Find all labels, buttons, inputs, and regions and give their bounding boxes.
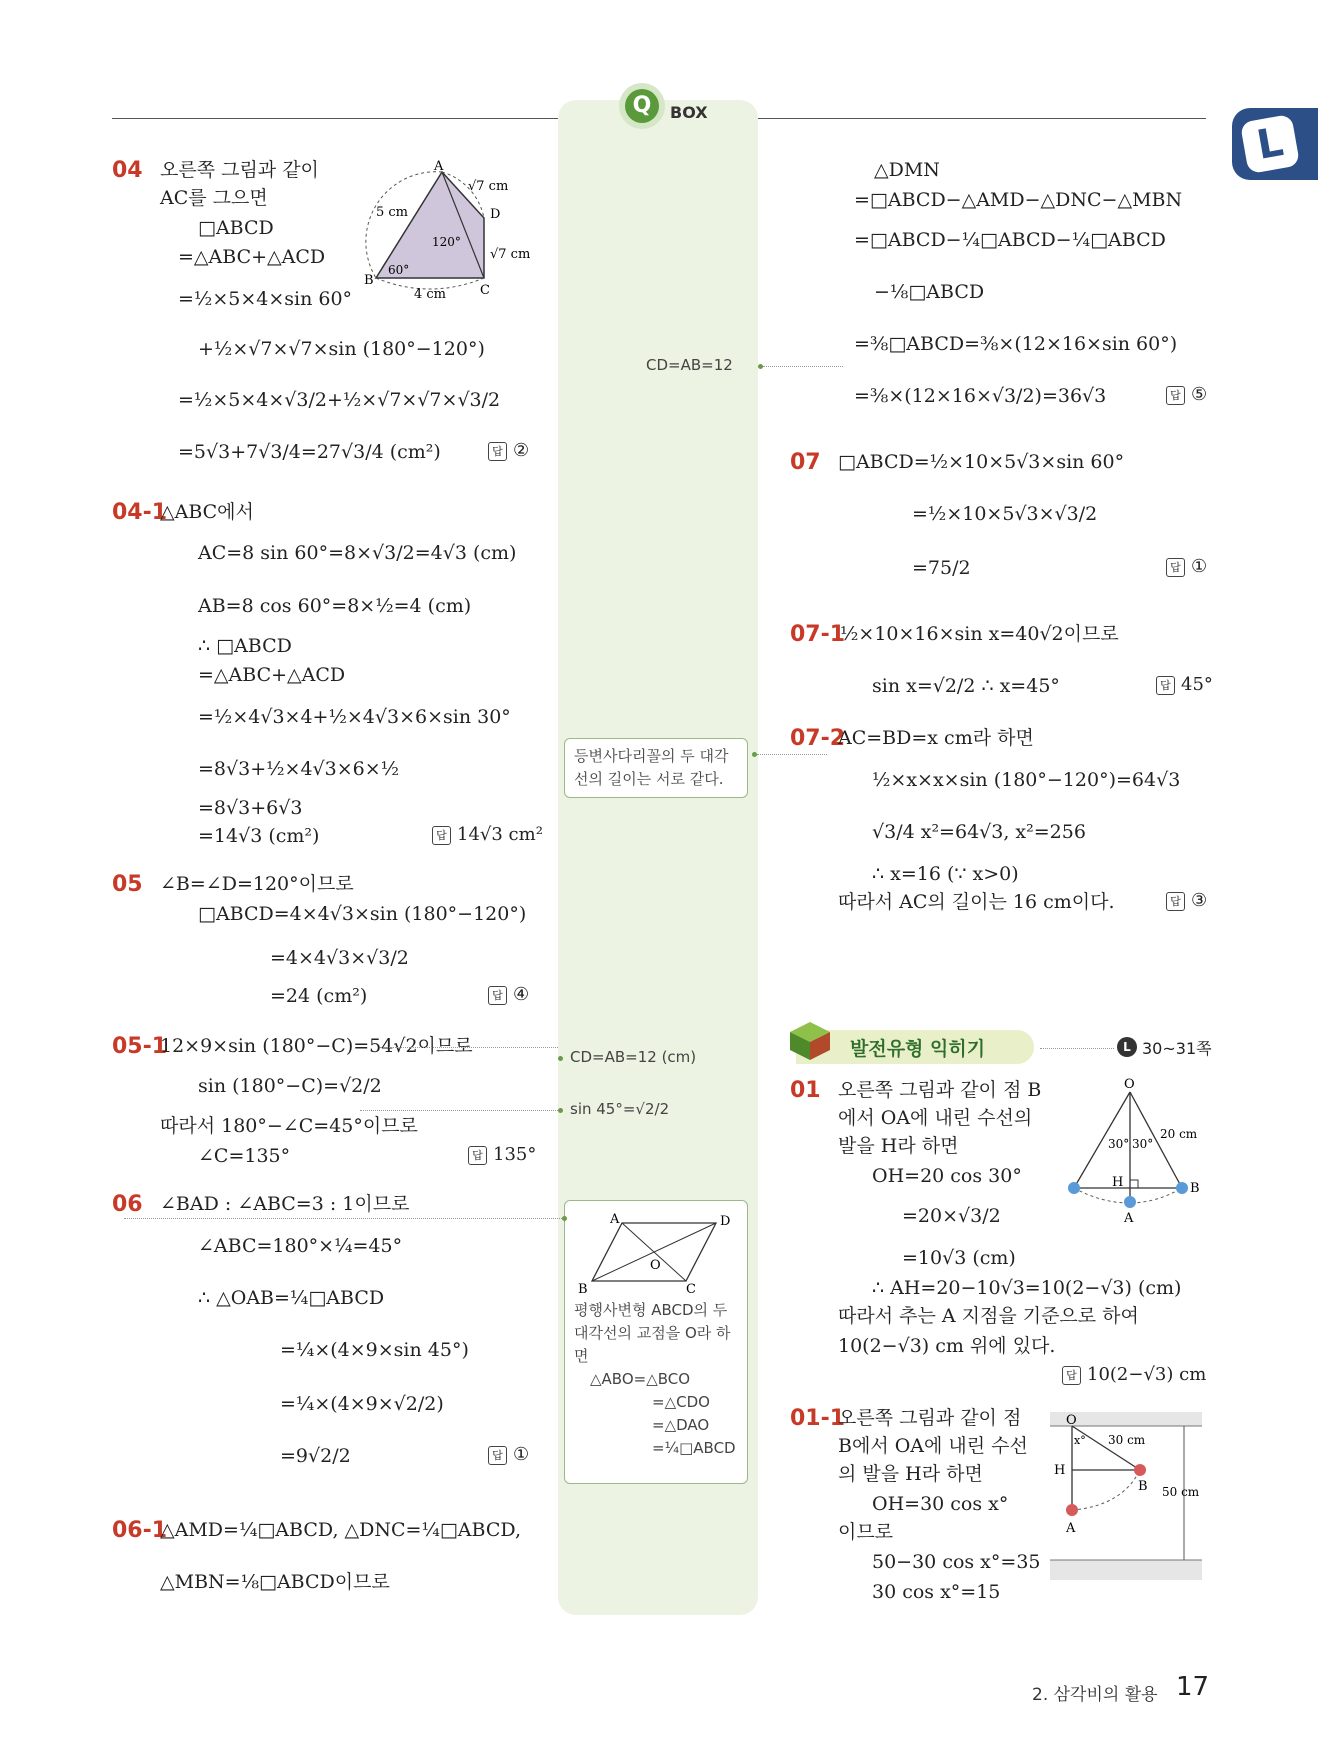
p072-answer: 답 ③ — [1166, 890, 1207, 911]
p01-line: 따라서 추는 A 지점을 기준으로 하여 — [838, 1305, 1139, 1327]
note5-line: =△DAO — [652, 1416, 710, 1434]
p04-answer: 답 ② — [488, 440, 529, 461]
p011-line: B에서 OA에 내린 수선 — [838, 1435, 1028, 1457]
answer-icon: 답 — [1166, 892, 1185, 911]
chapter-tab-icon: L — [1240, 114, 1300, 174]
fig-label: 120° — [432, 235, 461, 249]
fig-label: 50 cm — [1162, 1485, 1200, 1499]
fig-label: A — [1124, 1211, 1134, 1226]
p041-line: AB=8 cos 60°=8×½=4 (cm) — [198, 595, 472, 617]
fig-label: 5 cm — [376, 205, 409, 220]
p04-line: □ABCD — [198, 217, 274, 239]
p061-line: △AMD=¼□ABCD, △DNC=¼□ABCD, — [160, 1519, 521, 1541]
p06-line: =¼×(4×9×√2/2) — [280, 1393, 444, 1415]
p041-line: =8√3+½×4√3×6×½ — [198, 758, 400, 780]
fig-label: B — [1190, 1181, 1200, 1196]
note-dot — [562, 1216, 567, 1221]
problem-number-06-1: 06-1 — [112, 1518, 168, 1543]
cont-answer: 답 ⑤ — [1166, 384, 1207, 405]
fig-label: 60° — [388, 263, 410, 277]
problem-number-07: 07 — [790, 450, 821, 475]
p041-line: =14√3 (cm²) — [198, 825, 320, 847]
p041-line: AC=8 sin 60°=8×√3/2=4√3 (cm) — [198, 542, 517, 564]
answer-icon: 답 — [1062, 1366, 1081, 1385]
problem-number-07-1: 07-1 — [790, 622, 846, 647]
p01-line: =10√3 (cm) — [902, 1247, 1016, 1269]
section-cube-icon — [786, 1018, 832, 1062]
fig-label: √7 cm — [468, 179, 509, 194]
p05-line: =4×4√3×√3/2 — [270, 947, 409, 969]
cont-line: =□ABCD−¼□ABCD−¼□ABCD — [854, 229, 1166, 251]
p071-line: sin x=√2/2 ∴ x=45° — [872, 675, 1060, 697]
fig-label: D — [720, 1214, 731, 1229]
p061-line: △MBN=⅛□ABCD이므로 — [160, 1571, 390, 1593]
answer-icon: 답 — [1166, 386, 1185, 405]
answer-icon: 답 — [488, 1446, 507, 1465]
fig-label: 30° — [1132, 1137, 1154, 1151]
p011-pendulum-figure — [1048, 1410, 1204, 1582]
qbox-note-1: CD=AB=12 — [646, 356, 733, 374]
fig-label: 20 cm — [1160, 1127, 1198, 1141]
p011-line: 50−30 cos x°=35 — [872, 1551, 1041, 1573]
p072-line: √3/4 x²=64√3, x²=256 — [872, 821, 1086, 843]
problem-number-07-2: 07-2 — [790, 726, 846, 751]
problem-number-01-1: 01-1 — [790, 1406, 846, 1431]
fig-label: A — [434, 160, 444, 174]
p06-line: ∠ABC=180°×¼=45° — [198, 1235, 403, 1257]
p07-answer: 답 ① — [1166, 556, 1207, 577]
cont-line: △DMN — [874, 159, 940, 181]
p041-line: ∴ □ABCD — [198, 635, 292, 657]
p01-pendulum-figure — [1060, 1076, 1208, 1226]
p072-line: ½×x×x×sin (180°−120°)=64√3 — [872, 769, 1181, 791]
cont-line: =⅜□ABCD=⅜×(12×16×sin 60°) — [854, 333, 1178, 355]
p06-line: =¼×(4×9×sin 45°) — [280, 1339, 469, 1361]
problem-number-06: 06 — [112, 1192, 143, 1217]
fig-label: O — [1124, 1077, 1135, 1092]
fig-label: H — [1054, 1463, 1066, 1478]
note-dot — [558, 1108, 563, 1113]
qbox-note-5 — [564, 1200, 748, 1484]
p011-line: OH=30 cos x° — [872, 1493, 1009, 1515]
p01-line: 에서 OA에 내린 수선의 — [838, 1107, 1033, 1129]
p051-line: ∠C=135° — [198, 1145, 291, 1167]
problem-number-05: 05 — [112, 872, 143, 897]
fig-label: C — [480, 283, 490, 298]
p05-line: □ABCD=4×4√3×sin (180°−120°) — [198, 903, 527, 925]
fig-label: A — [610, 1212, 620, 1227]
footer-chapter: 2. 삼각비의 활용 — [1032, 1685, 1158, 1705]
p011-line: 오른쪽 그림과 같이 점 — [838, 1407, 1022, 1429]
note5-line: =¼□ABCD — [652, 1439, 736, 1457]
fig-label: 30° — [1108, 1137, 1130, 1151]
fig-label: O — [1066, 1413, 1077, 1428]
note5-text: 평행사변형 ABCD의 두 대각선의 교점을 O라 하면 — [574, 1301, 731, 1365]
p04-line: =△ABC+△ACD — [178, 246, 326, 268]
p01-line: ∴ AH=20−10√3=10(2−√3) (cm) — [872, 1277, 1182, 1299]
fig-label: B — [1138, 1479, 1148, 1494]
p04-line: 오른쪽 그림과 같이 — [160, 159, 319, 181]
note5-line: △ABO=△BCO — [590, 1370, 691, 1388]
p04-line: =½×5×4×sin 60° — [178, 288, 353, 310]
fig-label: 4 cm — [414, 287, 447, 300]
note-leader — [380, 1047, 558, 1048]
fig-label: 30 cm — [1108, 1433, 1146, 1447]
section-leader — [1040, 1048, 1114, 1049]
p05-line: ∠B=∠D=120°이므로 — [160, 873, 354, 895]
fig-label: B — [578, 1282, 588, 1297]
cont-line: =□ABCD−△AMD−△DNC−△MBN — [854, 189, 1183, 211]
note-leader — [757, 754, 827, 755]
problem-number-01: 01 — [790, 1078, 821, 1103]
p051-line: sin (180°−C)=√2/2 — [198, 1075, 382, 1097]
fig-label: D — [490, 207, 501, 222]
qbox-note-2: 등변사다리꼴의 두 대각선의 길이는 서로 같다. — [564, 738, 748, 798]
answer-icon: 답 — [488, 442, 507, 461]
p07-line: =½×10×5√3×√3/2 — [912, 503, 1098, 525]
p011-line: 이므로 — [838, 1521, 894, 1543]
parallelogram-figure — [574, 1207, 738, 1299]
p01-line: 발을 H라 하면 — [838, 1135, 959, 1157]
p041-answer: 답 14√3 cm² — [432, 824, 543, 845]
page-number: 17 — [1176, 1672, 1210, 1702]
p041-line: △ABC에서 — [160, 501, 254, 523]
note5-line: =△CDO — [652, 1393, 710, 1411]
fig-label: x° — [1074, 1434, 1086, 1447]
p06-answer: 답 ① — [488, 1444, 529, 1465]
qbox-note-4: sin 45°=√2/2 — [570, 1100, 670, 1118]
p072-line: ∴ x=16 (∵ x>0) — [872, 863, 1019, 885]
p041-line: =△ABC+△ACD — [198, 664, 346, 686]
cont-line: −⅛□ABCD — [874, 281, 985, 303]
problem-number-04-1: 04-1 — [112, 500, 168, 525]
p051-line: 12×9×sin (180°−C)=54√2이므로 — [160, 1035, 473, 1057]
fig-label: √7 cm — [490, 247, 531, 262]
pages-icon: L — [1117, 1037, 1137, 1057]
p04-line: =5√3+7√3/4=27√3/4 (cm²) — [178, 441, 441, 463]
p041-line: =8√3+6√3 — [198, 797, 303, 819]
note-leader — [124, 1218, 562, 1219]
cont-line: =⅜×(12×16×√3/2)=36√3 — [854, 385, 1107, 407]
note-leader — [763, 366, 843, 367]
qbox-q-icon: Q — [625, 89, 659, 123]
p01-line: 10(2−√3) cm 위에 있다. — [838, 1335, 1056, 1357]
answer-icon: 답 — [1166, 558, 1185, 577]
p01-answer: 답 10(2−√3) cm — [1062, 1364, 1206, 1385]
fig-label: O — [650, 1258, 661, 1273]
p071-answer: 답 45° — [1156, 674, 1213, 695]
p041-line: =½×4√3×4+½×4√3×6×sin 30° — [198, 706, 511, 728]
p011-line: 30 cos x°=15 — [872, 1581, 1001, 1603]
p05-answer: 답 ④ — [488, 984, 529, 1005]
fig-label: A — [1066, 1521, 1076, 1536]
p06-line: ∴ △OAB=¼□ABCD — [198, 1287, 385, 1309]
p01-line: =20×√3/2 — [902, 1205, 1001, 1227]
p072-line: AC=BD=x cm라 하면 — [838, 727, 1034, 749]
problem-number-04: 04 — [112, 158, 143, 183]
p051-line: 따라서 180°−∠C=45°이므로 — [160, 1115, 418, 1137]
fig-label: H — [1112, 1175, 1124, 1190]
p01-line: OH=20 cos 30° — [872, 1165, 1022, 1187]
p071-line: ½×10×16×sin x=40√2이므로 — [840, 623, 1119, 645]
p051-answer: 답 135° — [468, 1144, 536, 1165]
note-leader — [360, 1110, 558, 1111]
p01-line: 오른쪽 그림과 같이 점 B — [838, 1079, 1042, 1101]
problem-number-05-1: 05-1 — [112, 1034, 168, 1059]
p04-line: =½×5×4×√3/2+½×√7×√7×√3/2 — [178, 389, 501, 411]
p05-line: =24 (cm²) — [270, 985, 368, 1007]
answer-icon: 답 — [488, 986, 507, 1005]
qbox-label: BOX — [670, 103, 708, 122]
p07-line: =75/2 — [912, 557, 971, 579]
p04-quadrilateral-figure — [362, 160, 532, 300]
p06-line: ∠BAD : ∠ABC=3 : 1이므로 — [160, 1193, 410, 1215]
p011-line: 의 발을 H라 하면 — [838, 1463, 983, 1485]
answer-icon: 답 — [468, 1146, 487, 1165]
section-title: 발전유형 익히기 — [850, 1038, 986, 1060]
p04-line: AC를 그으면 — [160, 187, 268, 209]
answer-icon: 답 — [432, 826, 451, 845]
p072-line: 따라서 AC의 길이는 16 cm이다. — [838, 891, 1115, 913]
p06-line: =9√2/2 — [280, 1445, 351, 1467]
section-pages: 30~31쪽 — [1142, 1039, 1212, 1058]
answer-icon: 답 — [1156, 676, 1175, 695]
note-dot — [558, 1056, 563, 1061]
fig-label: C — [686, 1282, 696, 1297]
p04-line: +½×√7×√7×sin (180°−120°) — [198, 338, 485, 360]
p07-line: □ABCD=½×10×5√3×sin 60° — [838, 451, 1125, 473]
fig-label: B — [364, 273, 374, 288]
qbox-note-3: CD=AB=12 (cm) — [570, 1048, 697, 1066]
